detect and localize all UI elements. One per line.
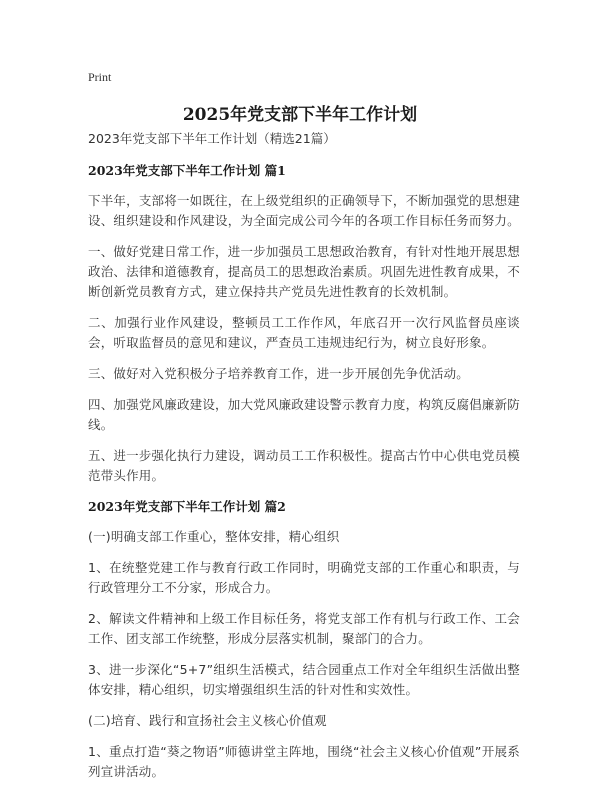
paragraph: 3、进一步深化“5+7”组织生活模式，结合园重点工作对全年组织生活做出整体安排，精心组织，切实增强组织生活的针对性和实效性。	[88, 662, 520, 697]
paragraph: 二、加强行业作风建设，整顿员工工作作风，年底召开一次行风监督员座谈会，听取监督员的意见和建议，严查员工违规违纪行为，树立良好形象。	[88, 315, 520, 350]
paragraph: 四、加强党风廉政建设，加大党风廉政建设警示教育力度，构筑反腐倡廉新防线。	[88, 397, 520, 432]
paragraph: 1、重点打造“葵之物语”师德讲堂主阵地，围绕“社会主义核心价值观”开展系列宣讲活动。	[88, 744, 520, 779]
document-body	[88, 129, 520, 793]
paragraph: 下半年，支部将一如既往，在上级党组织的正确领导下，不断加强党的思想建设、组织建设和作风建设，为全面完成公司今年的各项工作目标任务而努力。	[88, 193, 520, 228]
paragraph: (一)明确支部工作重心，整体安排，精心组织	[88, 529, 340, 544]
document-subtitle: 2023年党支部下半年工作计划（精选21篇）	[88, 131, 336, 146]
paragraph: 2、解读文件精神和上级工作目标任务，将党支部工作有机与行政工作、工会工作、团支部工作统整，形成分层落实机制，聚部门的合力。	[88, 611, 520, 646]
document-title: 2025年党支部下半年工作计划	[182, 105, 418, 125]
paragraph: 1、在统整党建工作与教育行政工作同时，明确党支部的工作重心和职责，与行政管理分工不分家，形成合力。	[88, 560, 520, 595]
paragraph: 五、进一步强化执行力建设，调动员工工作积极性。提高古竹中心供电党员模范带头作用。	[88, 448, 520, 483]
paragraph: (二)培育、践行和宣扬社会主义核心价值观	[88, 713, 327, 728]
section-heading: 2023年党支部下半年工作计划 篇2	[88, 499, 286, 514]
paragraph: 三、做好对入党积极分子培养教育工作，进一步开展创先争优活动。	[88, 366, 470, 381]
section-heading: 2023年党支部下半年工作计划 篇1	[88, 163, 286, 178]
print-link[interactable]: Print	[88, 70, 112, 84]
paragraph: 一、做好党建日常工作，进一步加强员工思想政治教育，有针对性地开展思想政治、法律和道德教育，提高员工的思想政治素质。巩固先进性教育成果，不断创新党员教育方式，建立保持共产党员先进性教育的长效机制。	[88, 244, 520, 299]
